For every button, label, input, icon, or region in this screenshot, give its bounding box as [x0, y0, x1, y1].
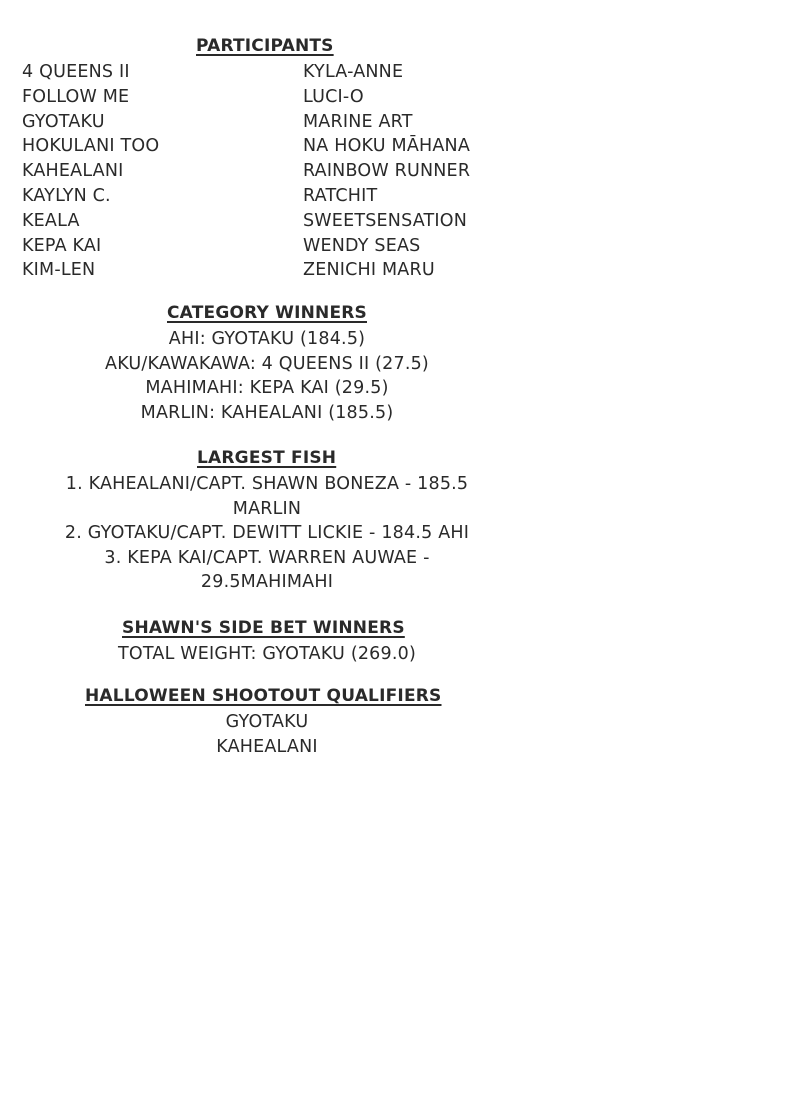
largest-fish-line: 3. KEPA KAI/CAPT. WARREN AUWAE - [104, 547, 430, 568]
participant-name: KIM-LEN [22, 260, 96, 281]
participant-name: KAYLYN C. [22, 185, 111, 206]
participant-name: SWEETSENSATION [303, 210, 468, 231]
participant-name: RAINBOW RUNNER [303, 161, 471, 182]
halloween-qualifier: GYOTAKU [225, 712, 309, 732]
participant-name: RATCHIT [303, 185, 378, 206]
participant-name: GYOTAKU [22, 111, 105, 132]
largest-fish-line: 2. GYOTAKU/CAPT. DEWITT LICKIE - 184.5 AHI [64, 523, 470, 543]
participant-name: KEALA [22, 210, 80, 231]
halloween-qualifier: KAHEALANI [216, 736, 318, 757]
participants-list [22, 60, 542, 290]
participants-left-column [22, 60, 159, 283]
side-bet-line: TOTAL WEIGHT: GYOTAKU (269.0) [118, 644, 416, 664]
category-winner-line: AKU/KAWAKAWA: 4 QUEENS II (27.5) [105, 353, 429, 374]
largest-fish-line: 29.5MAHIMAHI [200, 572, 334, 592]
participant-name: FOLLOW ME [22, 86, 130, 107]
category-winner-line: MARLIN: KAHEALANI (185.5) [140, 402, 394, 423]
category-winner-line: AHI: GYOTAKU (184.5) [168, 329, 366, 349]
largest-fish-line: 1. KAHEALANI/CAPT. SHAWN BONEZA - 185.5 [65, 474, 469, 494]
side-bet-list [0, 642, 534, 667]
participant-name: KAHEALANI [22, 161, 124, 182]
halloween-list [0, 710, 534, 759]
side-bet-heading: SHAWN'S SIDE BET WINNERS [122, 618, 405, 638]
category-winners-heading: CATEGORY WINNERS [167, 303, 367, 323]
participant-name: WENDY SEAS [303, 235, 421, 256]
participant-name: ZENICHI MARU [303, 260, 435, 281]
participant-name: NA HOKU MĀHANA [303, 136, 470, 157]
participant-name: MARINE ART [303, 111, 413, 132]
participant-name: KYLA-ANNE [303, 62, 404, 82]
participant-name: HOKULANI TOO [22, 136, 160, 157]
halloween-heading: HALLOWEEN SHOOTOUT QUALIFIERS [85, 686, 442, 706]
category-winners-list [0, 327, 534, 425]
participant-name: LUCI-O [303, 86, 364, 107]
largest-fish-line: MARLIN [232, 498, 302, 519]
participants-heading: PARTICIPANTS [196, 36, 334, 56]
participant-name: 4 QUEENS II [22, 62, 130, 82]
largest-fish-list [0, 472, 534, 595]
participant-name: KEPA KAI [22, 235, 102, 256]
category-winner-line: MAHIMAHI: KEPA KAI (29.5) [145, 378, 389, 398]
largest-fish-heading: LARGEST FISH [197, 448, 337, 468]
participants-right-column [303, 60, 470, 283]
